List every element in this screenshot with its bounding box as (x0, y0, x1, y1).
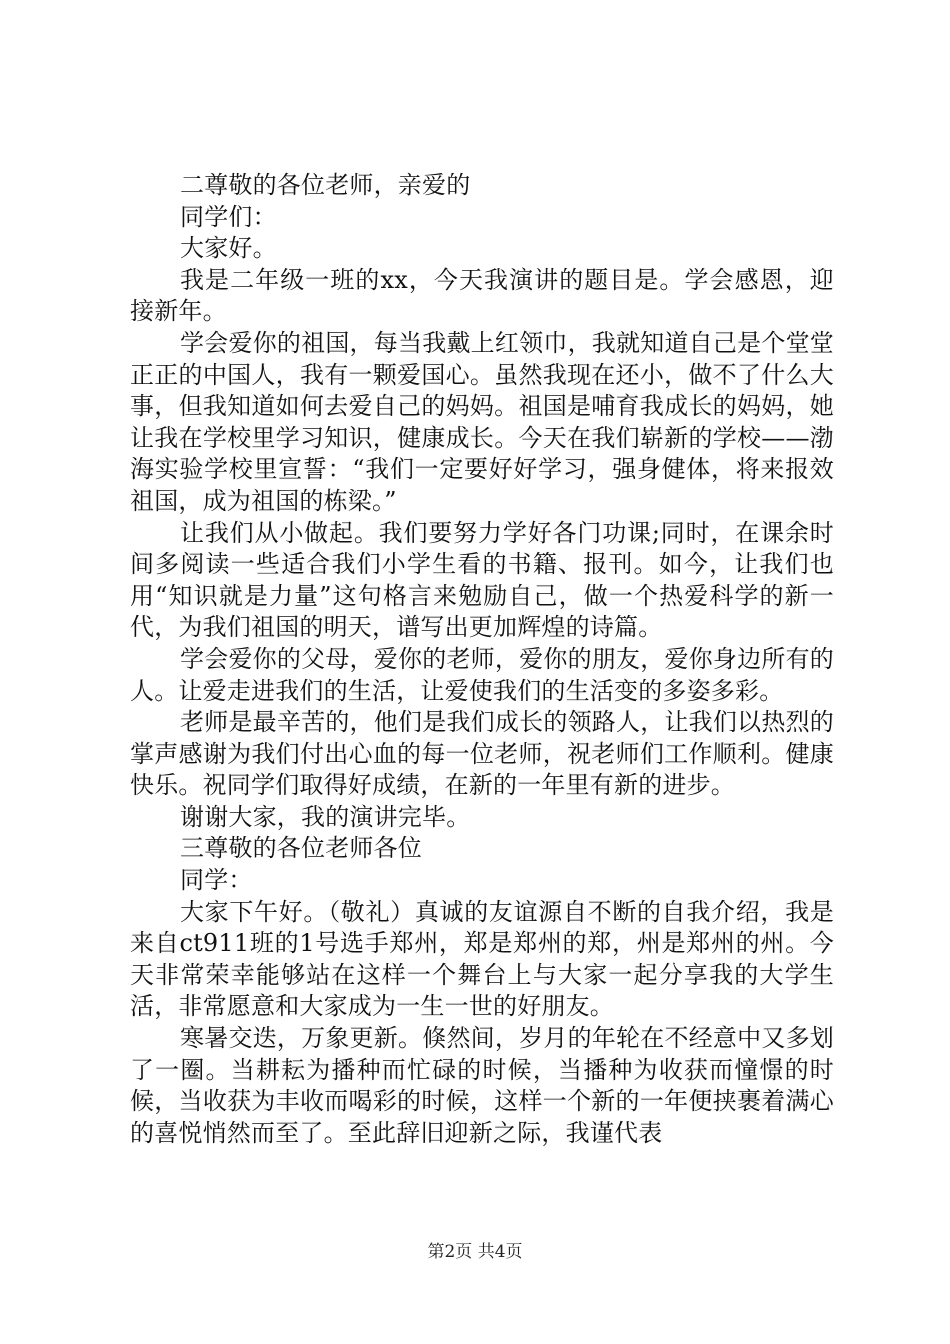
paragraph: 大家好。 (180, 234, 277, 263)
paragraph: 老师是最辛苦的，他们是我们成长的领路人，让我们以热烈的掌声感谢为我们付出心血的每一位老师，祝老师们工作顺利。健康快乐。祝同学们取得好成绩，在新的一年里有新的进步。 (130, 708, 834, 800)
page-footer: 第2页 共4页 (427, 1242, 523, 1262)
paragraph: 寒暑交迭，万象更新。倏然间，岁月的年轮在不经意中又多划了一圈。当耕耘为播种而忙碌的时候，当播种为收获而憧憬的时候，当收获为丰收而喝彩的时候，这样一个新的一年便挟裹着满心的喜悦悄然而至了。至此辞旧迎新之际，我谨代表 (130, 1024, 834, 1147)
paragraph: 同学们： (180, 202, 277, 231)
paragraph: 学会爱你的父母，爱你的老师，爱你的朋友，爱你身边所有的人。让爱走进我们的生活，让爱使我们的生活变的多姿多彩。 (130, 644, 834, 705)
paragraph: 二尊敬的各位老师，亲爱的 (180, 171, 471, 199)
paragraph: 学会爱你的祖国，每当我戴上红领巾，我就知道自己是个堂堂正正的中国人，我有一颗爱国心。虽然我现在还小，做不了什么大事，但我知道如何去爱自己的妈妈。祖国是哺育我成长的妈妈，她让我在学校里学习知识，健康成长。今天在我们崭新的学校——渤海实验学校里宣誓：“我们一定要好好学习，强身健体，将来报效祖国，成为祖国的栋梁。” (130, 328, 834, 515)
paragraph: 我是二年级一班的xx，今天我演讲的题目是。学会感恩，迎接新年。 (130, 265, 834, 326)
document-body (130, 170, 834, 1149)
paragraph: 谢谢大家，我的演讲完毕。 (180, 802, 471, 831)
paragraph: 让我们从小做起。我们要努力学好各门功课;同时，在课余时间多阅读一些适合我们小学生看的书籍、报刊。如今，让我们也用“知识就是力量”这句格言来勉励自己，做一个热爱科学的新一代，为我们祖国的明天，谱写出更加辉煌的诗篇。 (130, 518, 834, 642)
paragraph: 大家下午好。（敬礼）真诚的友谊源自不断的自我介绍，我是来自ct911班的1号选手郑州，郑是郑州的郑，州是郑州的州。今天非常荣幸能够站在这样一个舞台上与大家一起分享我的大学生活，非常愿意和大家成为一生一世的好朋友。 (130, 897, 834, 1021)
paragraph: 三尊敬的各位老师各位 (180, 834, 422, 863)
paragraph: 同学： (180, 866, 253, 895)
